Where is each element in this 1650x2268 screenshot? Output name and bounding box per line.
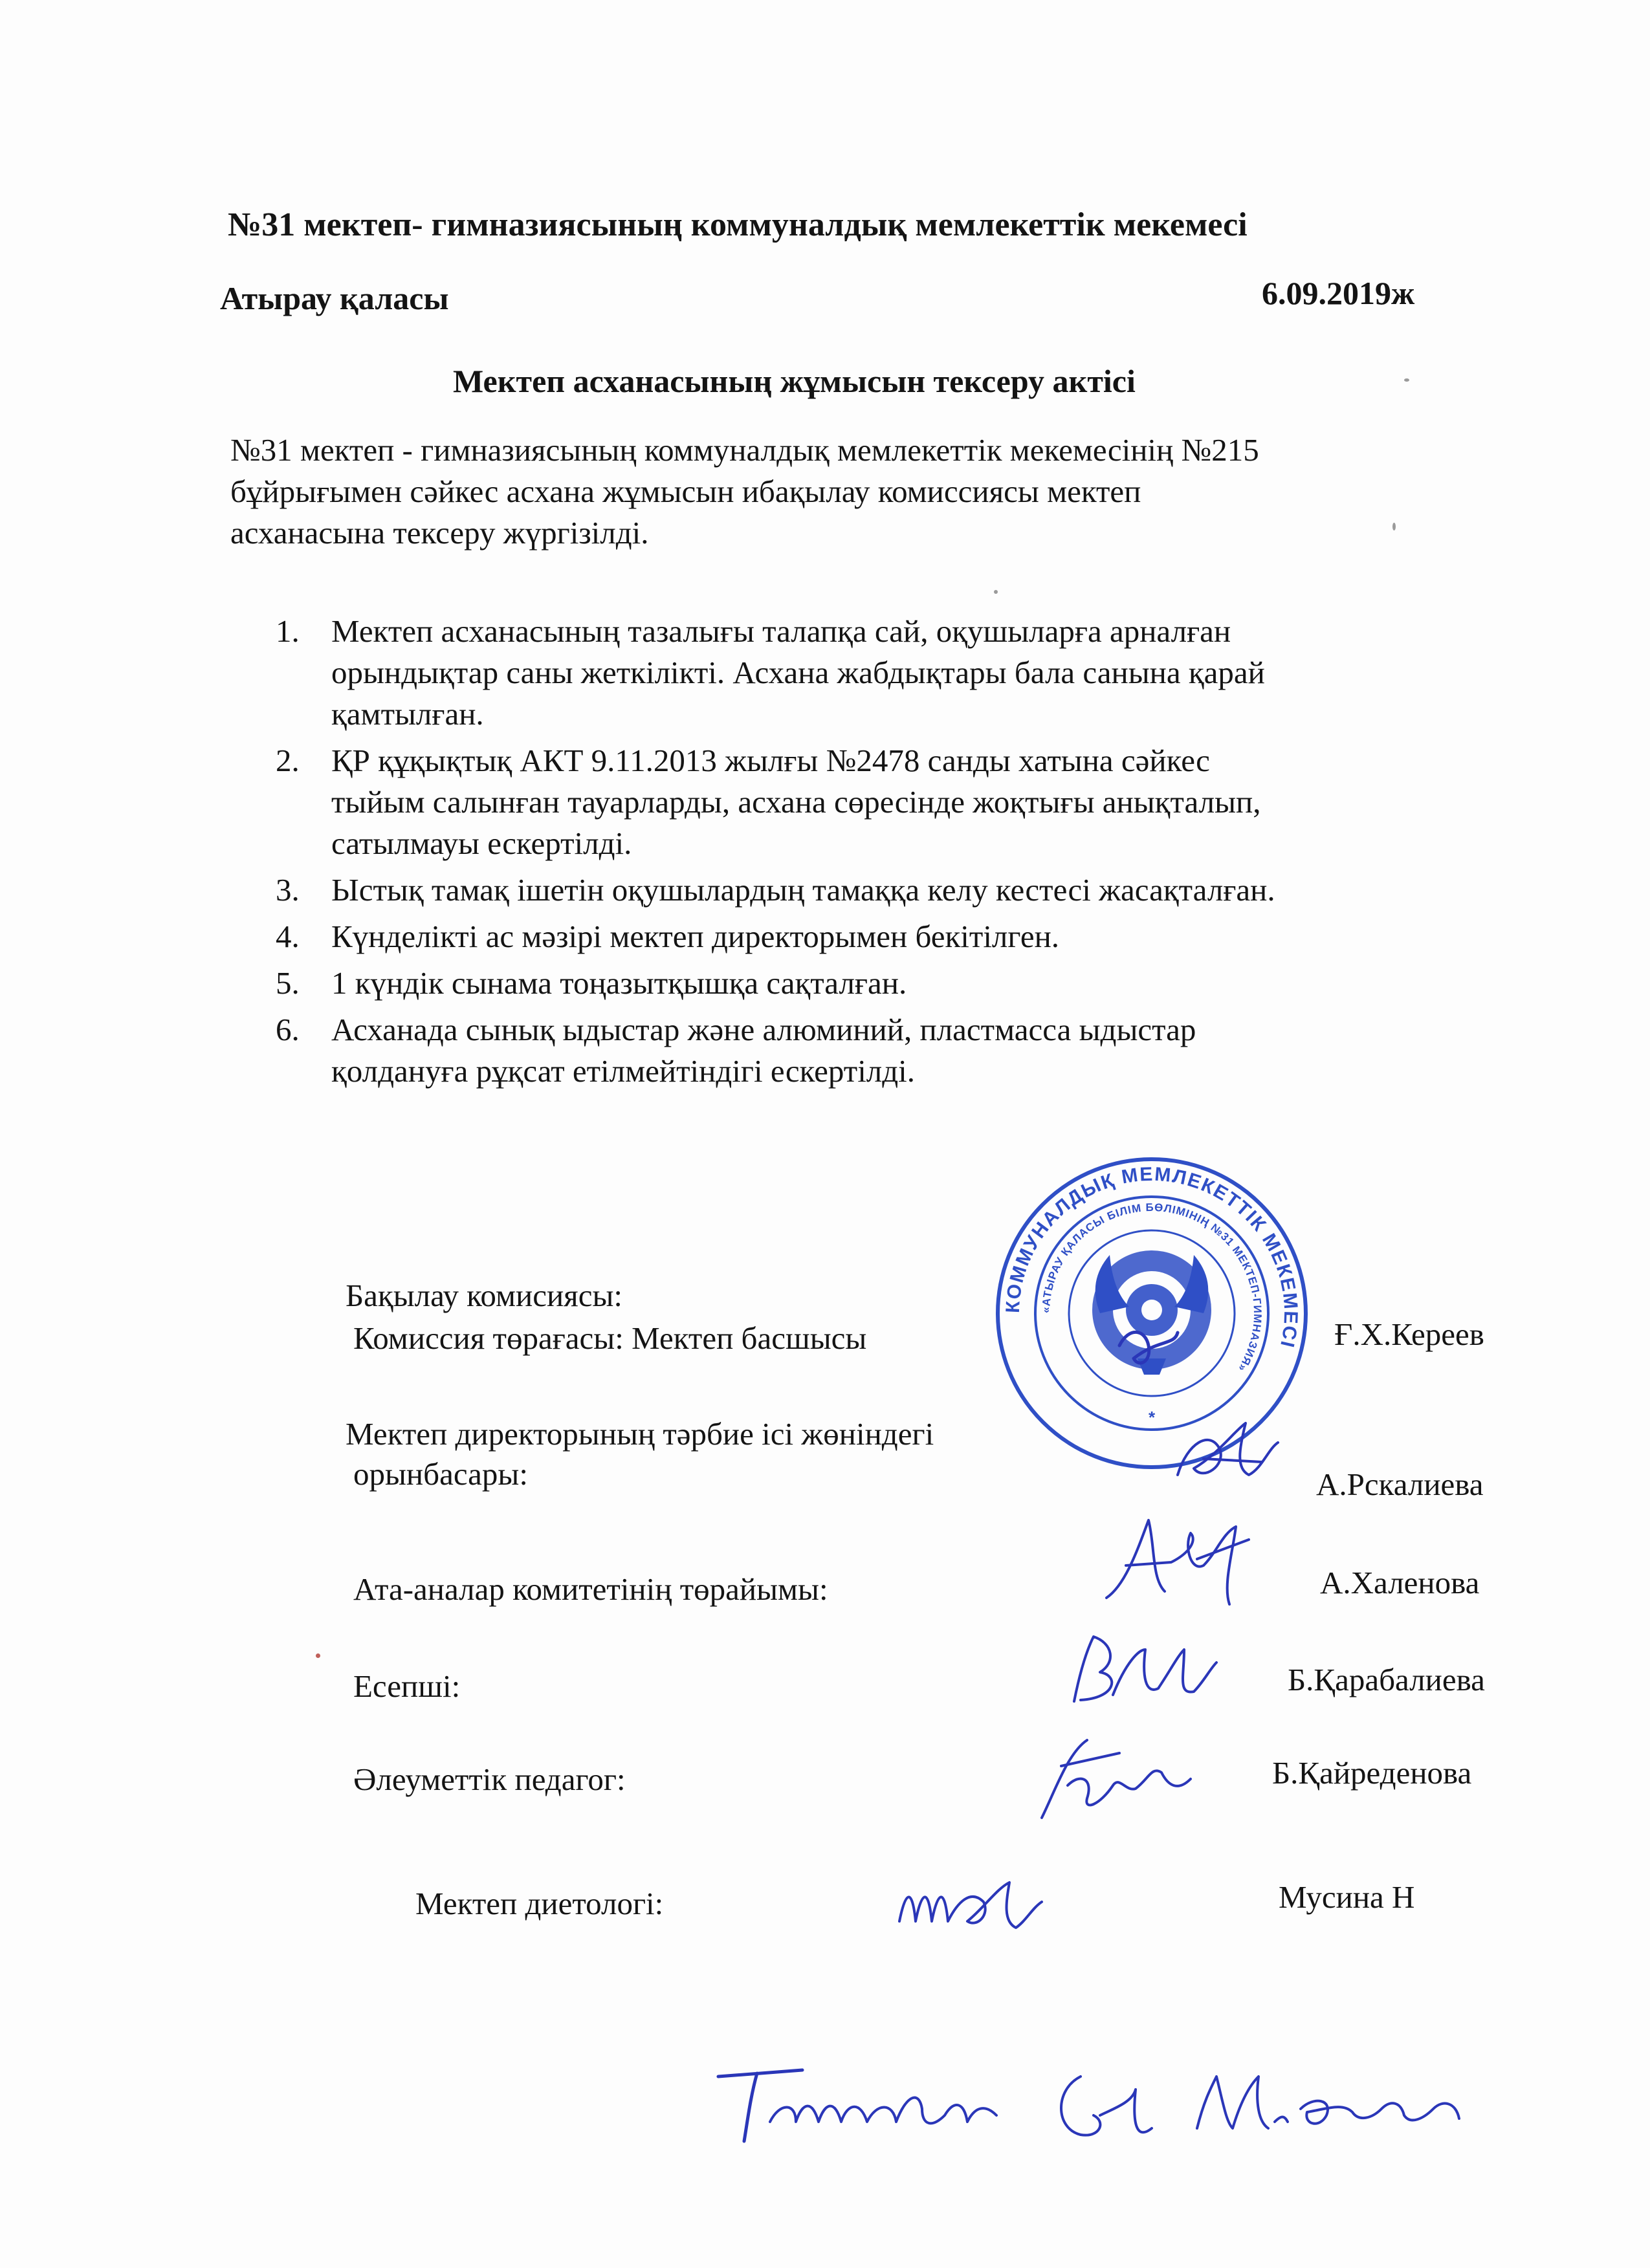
signatory-role: Комиссия төрағасы: Мектеп басшысы xyxy=(353,1320,867,1356)
item-line: Күнделікті ас мәзірі мектеп директорымен бекітілген. xyxy=(331,919,1060,954)
item-number: 4. xyxy=(276,919,300,954)
stamp-outer-text: КОММУНАЛДЫҚ МЕМЛЕКЕТТІК МЕКЕМЕСІ xyxy=(1002,1163,1302,1351)
item-number: 3. xyxy=(276,872,300,908)
signatory-role: Есепші: xyxy=(353,1668,461,1704)
findings-list xyxy=(276,611,1492,1097)
item-number: 1. xyxy=(276,613,300,649)
signature-rskalieva xyxy=(1165,1404,1294,1501)
scan-speck xyxy=(1392,523,1396,530)
signature-musina xyxy=(886,1863,1055,1947)
intro-paragraph xyxy=(230,430,1499,554)
signatory-name: Б.Қайреденова xyxy=(1272,1755,1472,1791)
scan-speck xyxy=(994,590,998,594)
signatory-name: А.Халенова xyxy=(1320,1565,1480,1600)
list-item xyxy=(276,740,1492,864)
signature-karabalieva xyxy=(1055,1624,1223,1721)
scan-speck xyxy=(316,1653,320,1658)
svg-text:*: * xyxy=(1148,1408,1156,1427)
signatory-role: Мектеп диетологі: xyxy=(415,1886,664,1921)
item-line: ҚР құқықтық АКТ 9.11.2013 жылғы №2478 санды хатына сәйкес xyxy=(331,743,1210,778)
item-number: 2. xyxy=(276,743,300,778)
document-date: 6.09.2019ж xyxy=(1262,275,1415,311)
handwritten-acknowledgement xyxy=(705,2051,1482,2154)
scan-speck xyxy=(1404,378,1409,382)
item-line: орындықтар саны жеткілікті. Асхана жабдықтары бала санына қарай xyxy=(331,655,1265,690)
intro-line: бұйрығымен сәйкес асхана жұмысын ибақылау комиссиясы мектеп xyxy=(230,474,1141,509)
signatory-role-continued: орынбасары: xyxy=(353,1456,528,1492)
signatory-name: Мусина Н xyxy=(1279,1879,1415,1915)
list-item xyxy=(276,963,1492,1004)
item-line: тыйым салынған тауарларды, асхана сөресінде жоқтығы анықталып, xyxy=(331,784,1261,820)
item-line: 1 күндік сынама тоңазытқышқа сақталған. xyxy=(331,965,907,1001)
city-label: Атырау қаласы xyxy=(220,280,449,316)
item-number: 6. xyxy=(276,1012,300,1047)
signatory-role: Мектеп директорының тәрбие ісі жөніндегі xyxy=(346,1416,934,1452)
signatory-name: А.Рскалиева xyxy=(1316,1467,1484,1502)
list-item xyxy=(276,869,1492,911)
list-item xyxy=(276,916,1492,957)
signatory-name: Ғ.Х.Кереев xyxy=(1334,1316,1484,1352)
commission-label: Бақылау комисиясы: xyxy=(346,1278,622,1313)
emblem-icon xyxy=(1092,1250,1211,1375)
item-line: Асханада сынық ыдыстар және алюминий, пластмасса ыдыстар xyxy=(331,1012,1196,1047)
signature-kairedenova xyxy=(1022,1727,1197,1831)
intro-line: асханасына тексеру жүргізілді. xyxy=(230,515,649,551)
list-item xyxy=(276,1009,1492,1092)
stamp-inner-text: «АТЫРАУ ҚАЛАСЫ БІЛІМ БӨЛІМІНІҢ №31 МЕКТЕП-ГИМНАЗИЯ» xyxy=(1039,1201,1264,1375)
item-line: Ыстық тамақ ішетін оқушылардың тамаққа келу кестесі жасақталған. xyxy=(331,872,1275,908)
intro-line: №31 мектеп - гимназиясының коммуналдық мемлекеттік мекемесінің №215 xyxy=(230,432,1259,468)
signatory-role: Әлеуметтік педагог: xyxy=(353,1761,626,1797)
document-title: Мектеп асханасының жұмысын тексеру актісі xyxy=(453,363,1136,399)
item-line: қамтылған. xyxy=(331,696,484,732)
item-line: сатылмауы ескертілді. xyxy=(331,825,632,861)
item-line: қолдануға рұқсат етілмейтіндігі ескертілді. xyxy=(331,1053,916,1089)
signatory-name: Б.Қарабалиева xyxy=(1288,1662,1485,1697)
list-item xyxy=(276,611,1492,735)
signatory-role: Ата-аналар комитетінің төрайымы: xyxy=(353,1571,828,1607)
item-number: 5. xyxy=(276,965,300,1001)
organization-heading: №31 мектеп- гимназиясының коммуналдық мемлекеттік мекемесі xyxy=(228,206,1248,243)
item-line: Мектеп асханасының тазалығы талапқа сай, оқушыларға арналған xyxy=(331,613,1231,649)
signature-khalenova xyxy=(1094,1507,1262,1617)
